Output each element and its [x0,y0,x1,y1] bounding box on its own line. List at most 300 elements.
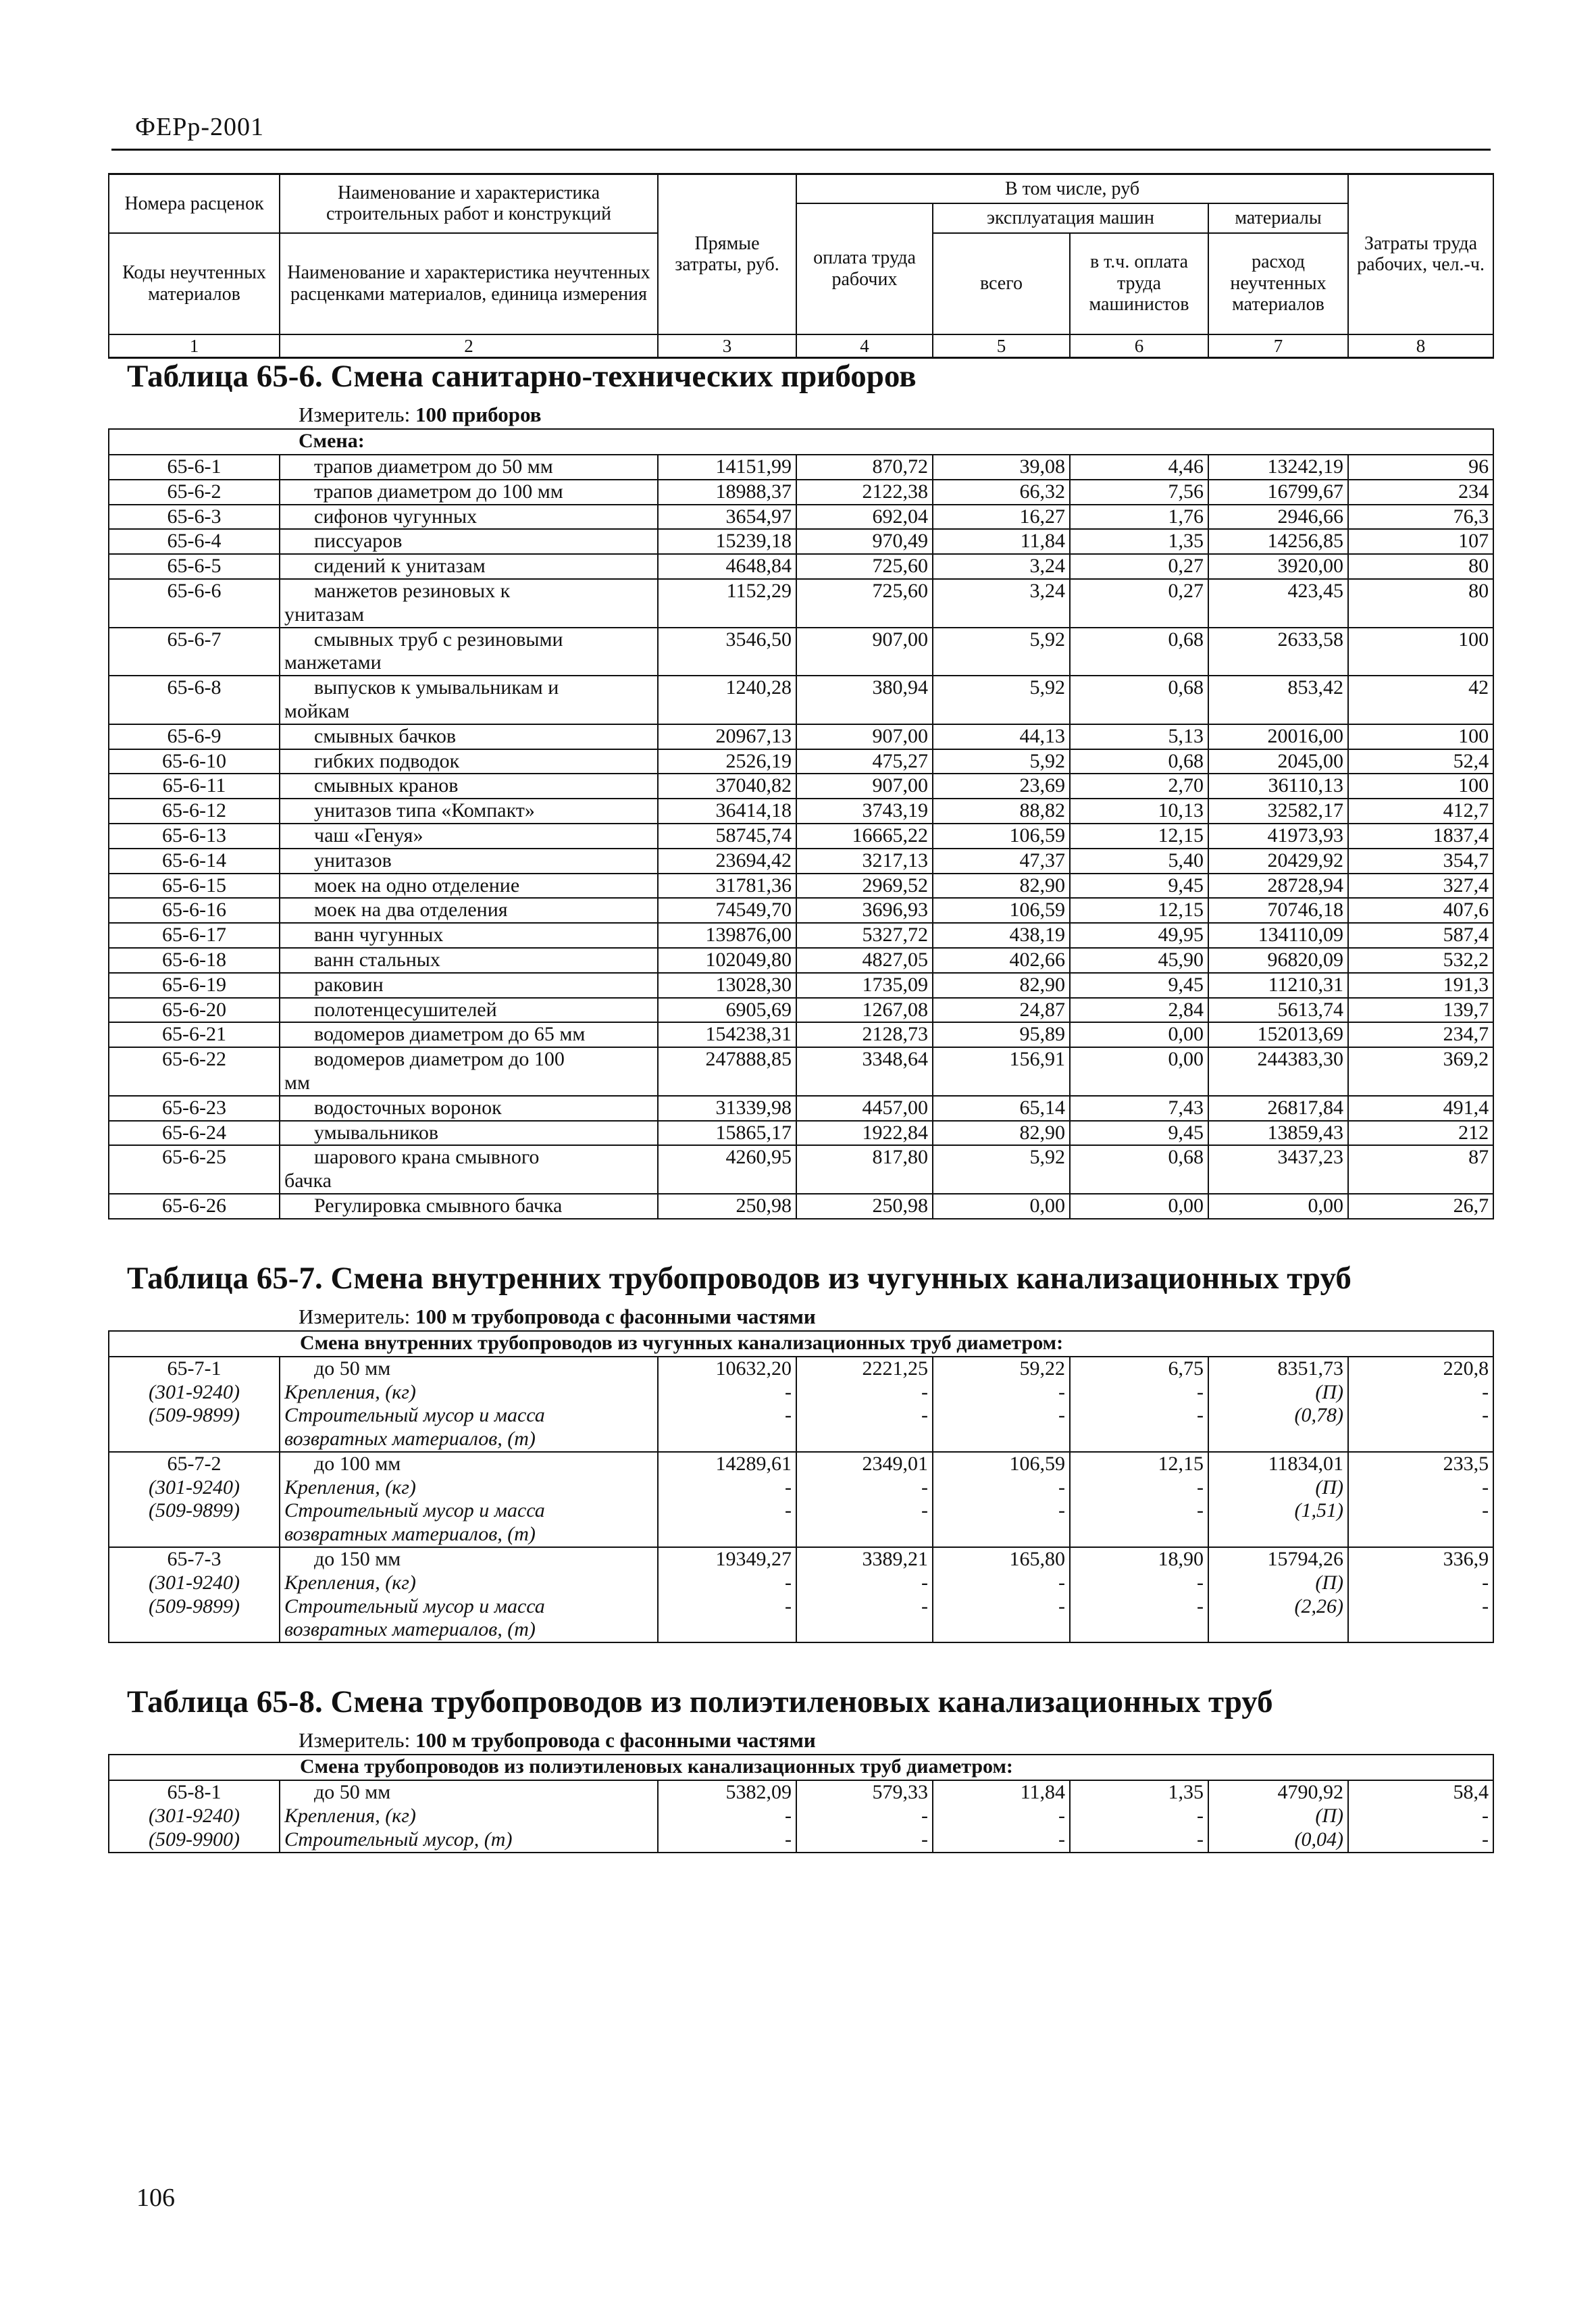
material-value: (1,51) [1208,1499,1348,1547]
table-65-8-unit [108,1727,1493,1754]
work-name-text: смывных труб с резиновыми [314,628,563,651]
labor-hours: 100 [1348,774,1493,799]
work-name [280,1121,658,1146]
work-name [280,749,658,774]
rate-code: 65-6-15 [109,874,280,899]
table-row [109,898,1493,923]
work-name-text: до 50 мм [314,1357,391,1380]
machinist-labor-cost: 2,70 [1070,774,1208,799]
table-row [109,749,1493,774]
table-row [109,824,1493,849]
header-col2-top: Наименование и характеристика строительных работ и конструкций [280,174,658,233]
header-col5: всего [933,233,1070,334]
work-name-text: чаш «Генуя» [314,824,423,847]
machine-cost: 11,84 [933,529,1070,554]
value-mat: 15794,26 [1208,1547,1348,1571]
material-name: Крепления, (кг) [280,1381,658,1405]
rate-code: 65-6-2 [109,480,280,505]
machine-cost: 65,14 [933,1096,1070,1121]
labor-cost: 16665,22 [796,824,933,849]
material-cost: 96820,09 [1208,948,1348,973]
dash-cell: - [658,1404,796,1452]
labor-cost: 817,80 [796,1145,933,1194]
dash-cell: - [658,1805,796,1828]
header-col8: Затраты труда рабочих, чел.-ч. [1348,174,1493,334]
work-name [280,505,658,530]
header-col3: Прямые затраты, руб. [658,174,796,334]
direct-cost: 139876,00 [658,923,796,948]
machinist-labor-cost: 49,95 [1070,923,1208,948]
material-name-text: Строительный мусор и масса [284,1499,545,1522]
work-name [280,1022,658,1047]
material-cost: 28728,94 [1208,874,1348,899]
dash-cell: - [1348,1404,1493,1452]
material-name [280,1828,658,1853]
machine-cost: 5,92 [933,749,1070,774]
rate-code: 65-7-3 [109,1547,280,1571]
dash-cell: - [1070,1571,1208,1595]
material-name-text: Строительный мусор и масса [284,1404,545,1427]
machine-cost: 5,92 [933,676,1070,724]
dash-cell: - [1348,1476,1493,1500]
material-value: (П) [1208,1571,1348,1595]
material-row [109,1404,1493,1452]
machinist-labor-cost: 1,76 [1070,505,1208,530]
material-name: Крепления, (кг) [280,1476,658,1500]
material-cost: 11210,31 [1208,973,1348,998]
rate-code: 65-6-12 [109,799,280,824]
table-row [109,554,1493,579]
table-row [109,923,1493,948]
header-col7: расход неучтенных материалов [1208,233,1348,334]
work-name-text: умывальников [314,1121,439,1144]
direct-cost: 36414,18 [658,799,796,824]
machinist-labor-cost: 12,15 [1070,898,1208,923]
work-name [280,849,658,874]
value-mach: 165,80 [933,1547,1070,1571]
work-name-text: манжетов резиновых к [314,579,511,602]
header-num-1: 1 [109,334,280,358]
dash-cell: - [796,1499,933,1547]
machinist-labor-cost: 0,68 [1070,676,1208,724]
header-num-6: 6 [1070,334,1208,358]
labor-hours: 491,4 [1348,1096,1493,1121]
direct-cost: 23694,42 [658,849,796,874]
labor-hours: 80 [1348,579,1493,628]
rate-code: 65-6-20 [109,998,280,1023]
dash-cell: - [796,1595,933,1643]
work-name-text: трапов диаметром до 50 мм [314,455,553,478]
machinist-labor-cost: 4,46 [1070,455,1208,480]
machinist-labor-cost: 0,68 [1070,749,1208,774]
material-cost: 2633,58 [1208,628,1348,676]
work-name [280,799,658,824]
header-num-5: 5 [933,334,1070,358]
value-labor: 2349,01 [796,1452,933,1476]
dash-cell: - [933,1476,1070,1500]
labor-cost: 1922,84 [796,1121,933,1146]
machinist-labor-cost: 12,15 [1070,824,1208,849]
dash-cell: - [933,1571,1070,1595]
material-cost: 16799,67 [1208,480,1348,505]
dash-cell: - [1070,1476,1208,1500]
machinist-labor-cost: 9,45 [1070,1121,1208,1146]
material-value: (П) [1208,1476,1348,1500]
direct-cost: 18988,37 [658,480,796,505]
labor-cost: 725,60 [796,579,933,628]
material-cost: 2045,00 [1208,749,1348,774]
unit-value: 100 м трубопровода с фасонными частями [415,1304,816,1328]
rate-code: 65-6-26 [109,1194,280,1219]
section-65-7 [108,1253,1493,1644]
table-row [109,1145,1493,1194]
value-mach: 59,22 [933,1357,1070,1381]
machine-cost: 82,90 [933,1121,1070,1146]
labor-hours: 212 [1348,1121,1493,1146]
machine-cost: 3,24 [933,579,1070,628]
labor-cost: 907,00 [796,724,933,749]
table-65-6-unit [108,401,1493,428]
dash-cell: - [658,1571,796,1595]
labor-hours: 327,4 [1348,874,1493,899]
table-row [109,1194,1493,1219]
labor-hours: 234,7 [1348,1022,1493,1047]
table-65-6-caption: Смена: [109,429,1493,455]
header-col1-bottom: Коды неучтенных материалов [109,233,280,334]
rate-code: 65-6-10 [109,749,280,774]
material-code: (509-9899) [109,1595,280,1643]
labor-cost: 870,72 [796,455,933,480]
work-name-text: гибких подводок [314,749,460,772]
dash-cell: - [933,1805,1070,1828]
labor-hours: 107 [1348,529,1493,554]
direct-cost: 4260,95 [658,1145,796,1194]
work-name-text: унитазов [314,849,392,872]
dash-cell: - [1070,1404,1208,1452]
work-name [280,724,658,749]
dash-cell: - [658,1595,796,1643]
machine-cost: 88,82 [933,799,1070,824]
work-name [280,1780,658,1805]
table-row [109,1780,1493,1805]
direct-cost: 15865,17 [658,1121,796,1146]
table-65-7-caption: Смена внутренних трубопроводов из чугунных канализационных труб диаметром: [109,1331,1493,1357]
machine-cost: 106,59 [933,824,1070,849]
body-area [108,351,1493,1853]
rate-code: 65-7-2 [109,1452,280,1476]
machinist-labor-cost: 0,00 [1070,1022,1208,1047]
labor-cost: 907,00 [796,628,933,676]
machinist-labor-cost: 0,00 [1070,1047,1208,1096]
work-name-continued: манжетами [284,651,382,674]
dash-cell: - [658,1381,796,1405]
labor-hours: 87 [1348,1145,1493,1194]
dash-cell: - [658,1828,796,1853]
work-name [280,1047,658,1096]
material-row [109,1499,1493,1547]
machine-cost: 23,69 [933,774,1070,799]
dash-cell: - [796,1805,933,1828]
header-col6: в т.ч. оплата труда машинистов [1070,233,1208,334]
value-hours: 58,4 [1348,1780,1493,1805]
dash-cell: - [933,1404,1070,1452]
material-code: (301-9240) [109,1805,280,1828]
dash-cell: - [796,1476,933,1500]
rate-code: 65-6-4 [109,529,280,554]
dash-cell: - [1348,1571,1493,1595]
value-direct: 14289,61 [658,1452,796,1476]
material-name [280,1499,658,1547]
value-labor: 3389,21 [796,1547,933,1571]
material-value: (П) [1208,1805,1348,1828]
rate-code: 65-6-3 [109,505,280,530]
material-value: (0,04) [1208,1828,1348,1853]
table-row [109,1047,1493,1096]
value-direct: 5382,09 [658,1780,796,1805]
rate-code: 65-6-21 [109,1022,280,1047]
labor-hours: 100 [1348,724,1493,749]
direct-cost: 3654,97 [658,505,796,530]
value-mat: 4790,92 [1208,1780,1348,1805]
rate-code: 65-6-6 [109,579,280,628]
direct-cost: 31339,98 [658,1096,796,1121]
value-mach: 11,84 [933,1780,1070,1805]
labor-cost: 250,98 [796,1194,933,1219]
machine-cost: 82,90 [933,973,1070,998]
unit-label: Измеритель: [299,403,411,426]
material-cost: 244383,30 [1208,1047,1348,1096]
work-name [280,676,658,724]
work-name-continued: бачка [284,1169,332,1192]
labor-cost: 3348,64 [796,1047,933,1096]
direct-cost: 31781,36 [658,874,796,899]
labor-cost: 380,94 [796,676,933,724]
dash-cell: - [658,1476,796,1500]
work-name [280,1194,658,1219]
material-row [109,1571,1493,1595]
machine-cost: 3,24 [933,554,1070,579]
work-name [280,480,658,505]
machinist-labor-cost: 45,90 [1070,948,1208,973]
labor-hours: 191,3 [1348,973,1493,998]
material-cost: 70746,18 [1208,898,1348,923]
material-name-text: Строительный мусор и масса [284,1594,545,1617]
material-cost: 13859,43 [1208,1121,1348,1146]
work-name-text: полотенцесушителей [314,998,497,1021]
material-cost: 423,45 [1208,579,1348,628]
machinist-labor-cost: 1,35 [1070,529,1208,554]
table-65-7-title: Таблица 65-7. Смена внутренних трубопроводов из чугунных канализационных труб [127,1260,1352,1296]
direct-cost: 58745,74 [658,824,796,849]
dash-cell: - [796,1381,933,1405]
work-name-text: до 150 мм [314,1548,401,1571]
material-cost: 26817,84 [1208,1096,1348,1121]
table-row [109,1547,1493,1571]
dash-cell: - [1070,1805,1208,1828]
machinist-labor-cost: 7,56 [1070,480,1208,505]
work-name-text: сифонов чугунных [314,505,478,528]
unit-label: Измеритель: [299,1728,411,1753]
material-name-text: Строительный мусор, (т) [284,1828,513,1851]
material-cost: 0,00 [1208,1194,1348,1219]
work-name-text: смывных кранов [314,774,459,797]
work-name [280,554,658,579]
labor-cost: 2969,52 [796,874,933,899]
machine-cost: 438,19 [933,923,1070,948]
table-row [109,1022,1493,1047]
table-row [109,774,1493,799]
labor-cost: 2128,73 [796,1022,933,1047]
dash-cell: - [933,1595,1070,1643]
labor-hours: 407,6 [1348,898,1493,923]
header-num-3: 3 [658,334,796,358]
direct-cost: 37040,82 [658,774,796,799]
dash-cell: - [1070,1499,1208,1547]
direct-cost: 20967,13 [658,724,796,749]
labor-cost: 907,00 [796,774,933,799]
rate-code: 65-6-11 [109,774,280,799]
table-65-7-unit [108,1303,1493,1330]
labor-cost: 475,27 [796,749,933,774]
labor-hours: 234 [1348,480,1493,505]
machinist-labor-cost: 5,13 [1070,724,1208,749]
labor-hours: 587,4 [1348,923,1493,948]
material-value: (0,78) [1208,1404,1348,1452]
material-cost: 152013,69 [1208,1022,1348,1047]
machinist-labor-cost: 10,13 [1070,799,1208,824]
table-row [109,948,1493,973]
machinist-labor-cost: 0,27 [1070,579,1208,628]
work-name [280,998,658,1023]
work-name [280,824,658,849]
material-row [109,1595,1493,1643]
labor-cost: 970,49 [796,529,933,554]
material-value: (2,26) [1208,1595,1348,1643]
work-name-text: писсуаров [314,530,403,553]
value-direct: 10632,20 [658,1357,796,1381]
direct-cost: 2526,19 [658,749,796,774]
value-mat: 8351,73 [1208,1357,1348,1381]
table-row [109,1096,1493,1121]
machine-cost: 47,37 [933,849,1070,874]
material-row [109,1476,1493,1500]
machinist-labor-cost: 2,84 [1070,998,1208,1023]
material-name [280,1404,658,1452]
table-row [109,628,1493,676]
table-row [109,724,1493,749]
dash-cell: - [1348,1828,1493,1853]
dash-cell: - [796,1404,933,1452]
machinist-labor-cost: 0,68 [1070,628,1208,676]
rate-code: 65-6-22 [109,1047,280,1096]
labor-cost: 725,60 [796,554,933,579]
section-65-6 [108,351,1493,1219]
work-name [280,948,658,973]
work-name-continued: мм [284,1071,310,1094]
value-mach-labor: 1,35 [1070,1780,1208,1805]
machine-cost: 106,59 [933,898,1070,923]
labor-cost: 4457,00 [796,1096,933,1121]
dash-cell: - [658,1499,796,1547]
value-labor: 579,33 [796,1780,933,1805]
machine-cost: 39,08 [933,455,1070,480]
value-mach-labor: 18,90 [1070,1547,1208,1571]
table-row [109,998,1493,1023]
table-65-8-title: Таблица 65-8. Смена трубопроводов из полиэтиленовых канализационных труб [127,1684,1273,1720]
dash-cell: - [1070,1595,1208,1643]
material-cost: 13242,19 [1208,455,1348,480]
direct-cost: 13028,30 [658,973,796,998]
machinist-labor-cost: 9,45 [1070,973,1208,998]
material-cost: 20429,92 [1208,849,1348,874]
dash-cell: - [1348,1805,1493,1828]
work-name-text: выпусков к умывальникам и [314,676,559,699]
material-cost: 2946,66 [1208,505,1348,530]
material-row [109,1828,1493,1853]
value-mach-labor: 6,75 [1070,1357,1208,1381]
machine-cost: 82,90 [933,874,1070,899]
unit-label: Измеритель: [299,1304,411,1328]
rate-code: 65-6-19 [109,973,280,998]
dash-cell: - [933,1499,1070,1547]
table-65-6-title: Таблица 65-6. Смена санитарно-технических приборов [127,359,917,394]
machine-cost: 16,27 [933,505,1070,530]
machine-cost: 24,87 [933,998,1070,1023]
header-num-4: 4 [796,334,933,358]
rate-code: 65-6-18 [109,948,280,973]
material-name-continued: возвратных материалов, (т) [284,1523,536,1546]
unit-value: 100 приборов [415,403,542,426]
table-row [109,505,1493,530]
work-name-text: моек на одно отделение [314,874,520,897]
work-name-text: шарового крана смывного [314,1146,540,1169]
work-name-text: ванн стальных [314,948,440,971]
work-name-text: водомеров диаметром до 65 мм [314,1023,586,1046]
rate-code: 65-6-8 [109,676,280,724]
header-group: В том числе, руб [796,174,1348,203]
rate-code: 65-8-1 [109,1780,280,1805]
table-65-8-caption: Смена трубопроводов из полиэтиленовых канализационных труб диаметром: [109,1755,1493,1780]
work-name [280,1547,658,1571]
material-name: Крепления, (кг) [280,1571,658,1595]
work-name [280,898,658,923]
value-mach: 106,59 [933,1452,1070,1476]
rate-code: 65-6-25 [109,1145,280,1194]
labor-hours: 42 [1348,676,1493,724]
work-name-continued: мойкам [284,699,350,722]
labor-hours: 80 [1348,554,1493,579]
work-name-text: до 50 мм [314,1781,391,1804]
machine-cost: 402,66 [933,948,1070,973]
work-name-text: Регулировка смывного бачка [314,1194,563,1217]
material-code: (509-9900) [109,1828,280,1853]
header-col4: оплата труда рабочих [796,203,933,334]
table-65-7 [108,1330,1494,1644]
material-cost: 36110,13 [1208,774,1348,799]
dash-cell: - [796,1571,933,1595]
labor-hours: 354,7 [1348,849,1493,874]
dash-cell: - [1070,1828,1208,1853]
dash-cell: - [933,1828,1070,1853]
labor-hours: 52,4 [1348,749,1493,774]
running-head: ФЕРр-2001 [135,113,265,141]
labor-hours: 532,2 [1348,948,1493,973]
material-code: (301-9240) [109,1476,280,1500]
work-name-continued: унитазам [284,603,365,626]
work-name-text: смывных бачков [314,724,457,747]
machinist-labor-cost: 0,68 [1070,1145,1208,1194]
rate-code: 65-6-13 [109,824,280,849]
